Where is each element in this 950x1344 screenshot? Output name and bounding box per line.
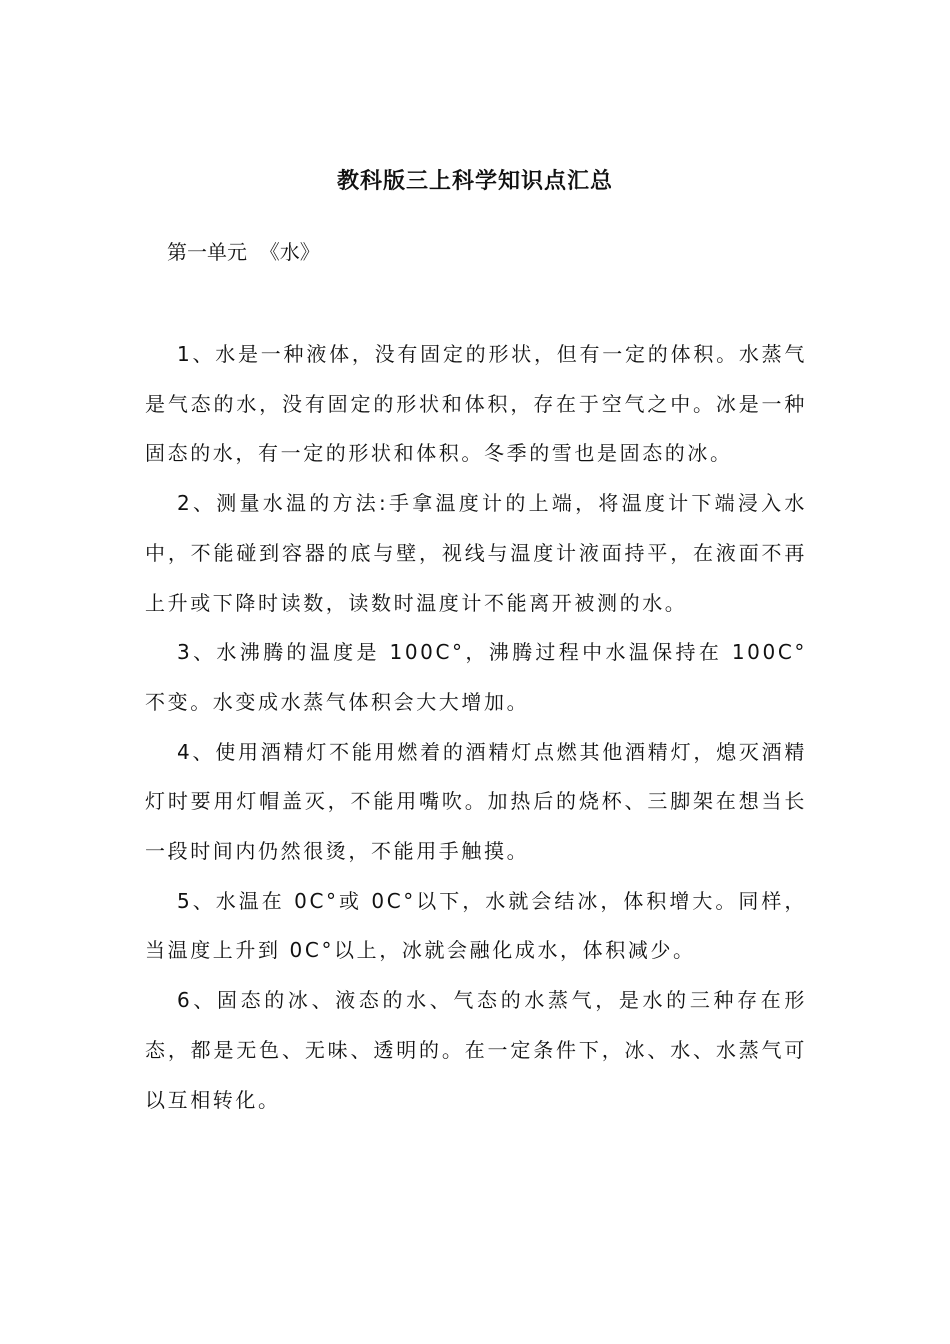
paragraph-6: 6、固态的冰、液态的水、气态的水蒸气，是水的三种存在形态，都是无色、无味、透明的。在一定条件下，冰、水、水蒸气可以互相转化。 — [145, 988, 807, 1112]
paragraph-1: 1、水是一种液体，没有固定的形状，但有一定的体积。水蒸气是气态的水，没有固定的形状和体积，存在于空气之中。冰是一种固态的水，有一定的形状和体积。冬季的雪也是固态的冰。 — [145, 342, 807, 466]
paragraph-4: 4、使用酒精灯不能用燃着的酒精灯点燃其他酒精灯，熄灭酒精灯时要用灯帽盖灭，不能用嘴吹。加热后的烧杯、三脚架在想当长一段时间内仍然很烫，不能用手触摸。 — [145, 739, 807, 864]
paragraph-2: 2、测量水温的方法:手拿温度计的上端，将温度计下端浸入水中，不能碰到容器的底与壁，视线与温度计液面持平，在液面不再上升或下降时读数，读数时温度计不能离开被测的水。 — [145, 491, 807, 615]
unit-heading: 第一单元 《水》 — [167, 240, 320, 264]
paragraph-3: 3、水沸腾的温度是 100C°，沸腾过程中水温保持在 100C°不变。水变成水蒸气体积会大大增加。 — [145, 640, 807, 714]
document-body — [145, 330, 807, 1125]
document-title: 教科版三上科学知识点汇总 — [336, 169, 613, 194]
paragraph-5: 5、水温在 0C°或 0C°以下，水就会结冰，体积增大。同样，当温度上升到 0C°以上，冰就会融化成水，体积减少。 — [145, 888, 807, 963]
